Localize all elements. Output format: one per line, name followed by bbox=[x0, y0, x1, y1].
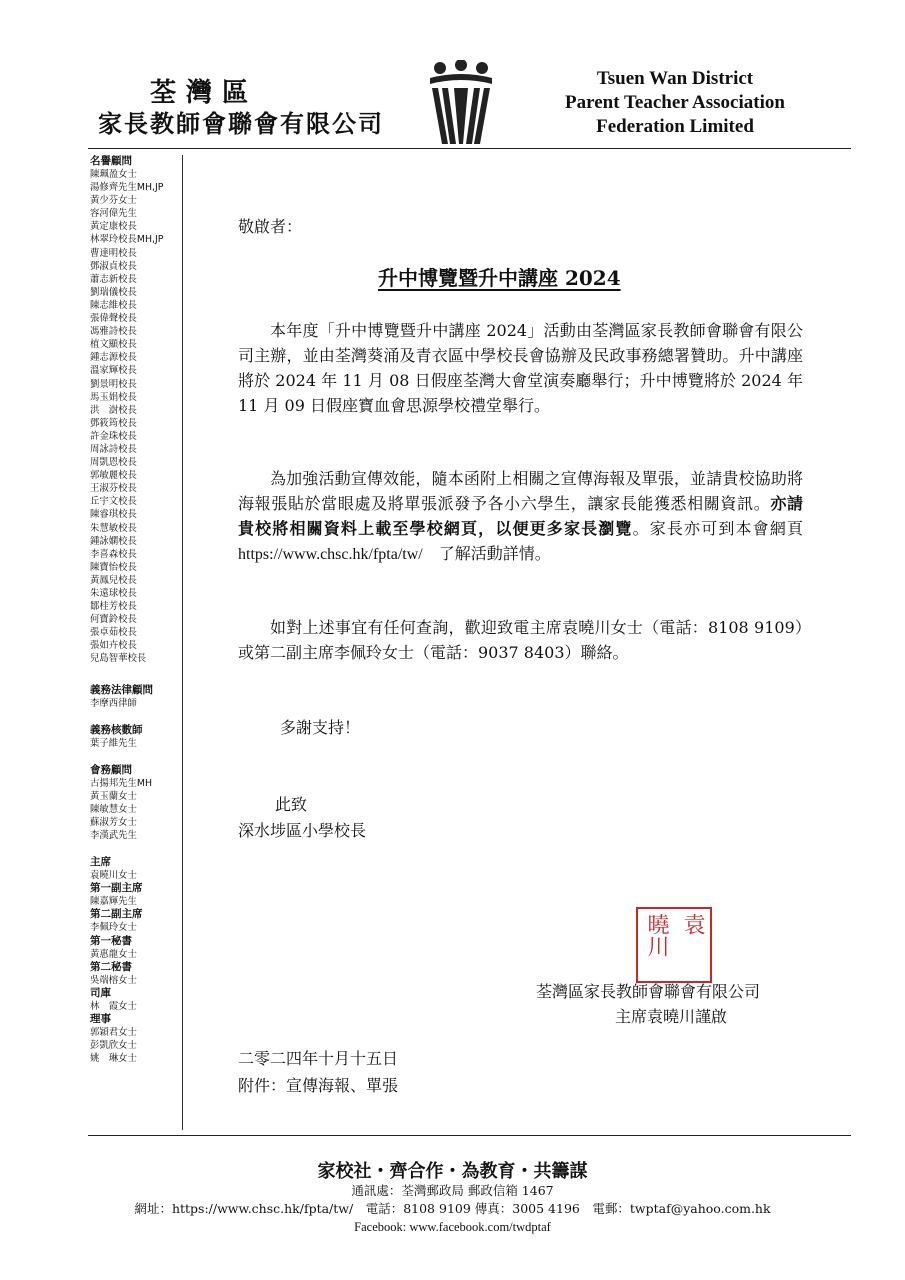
paragraph-publicity-request bbox=[238, 466, 819, 567]
affairs-advisor-name: 蘇淑芳女士 bbox=[90, 817, 137, 829]
footer-divider bbox=[88, 1135, 851, 1136]
honorary-advisor-name: 陳睿琪校長 bbox=[90, 509, 137, 521]
footer-address: 通訊處：荃灣郵政局 郵政信箱 1467 bbox=[351, 1183, 554, 1198]
secretary2-title: 第二秘書 bbox=[90, 960, 132, 973]
honorary-advisor-name: 洪 澍校長 bbox=[90, 404, 137, 416]
honorary-advisor-name: 林翠玲校長MH,JP bbox=[90, 234, 164, 246]
org-name-chinese-line1: 荃灣區 bbox=[150, 78, 259, 108]
honorary-advisor-name: 朱遠球校長 bbox=[90, 588, 137, 599]
honorary-advisor-name: 黃少芬女士 bbox=[90, 195, 137, 207]
vice-chair2-title: 第二副主席 bbox=[90, 908, 143, 921]
vice-chair1-name: 陳嘉輝先生 bbox=[90, 896, 137, 908]
honorary-advisor-name: 容河偉先生 bbox=[90, 208, 137, 220]
honorary-advisor-name: 蕭志新校長 bbox=[90, 273, 137, 285]
honorary-advisors-list bbox=[90, 168, 182, 666]
affairs-advisor-name: 古揚邦先生MH bbox=[90, 777, 153, 789]
honorary-advisor-name: 劉景明校長 bbox=[90, 378, 137, 390]
affairs-advisors-list bbox=[90, 777, 182, 842]
honorary-advisor-name: 劉瑞儀校長 bbox=[90, 286, 137, 298]
honorary-advisor-name: 許金珠校長 bbox=[90, 430, 137, 442]
seal-text-col2: 袁 bbox=[680, 913, 705, 935]
honorary-advisor-name: 鄒桂芳校長 bbox=[90, 601, 137, 613]
honorary-advisor-name: 王淑芬校長 bbox=[90, 483, 137, 495]
honorary-advisor-name: 張卓茹校長 bbox=[90, 627, 137, 639]
honorary-advisor-name: 黃鳳兒校長 bbox=[90, 574, 137, 586]
honorary-advisor-name: 李喜森校長 bbox=[90, 548, 137, 560]
affairs-advisor-name: 黃玉蘭女士 bbox=[90, 790, 137, 802]
chairperson-seal-stamp bbox=[636, 907, 712, 983]
para2-emphasis: 亦請 貴校將相關資料上載至學校網頁，以便更多家長瀏覽 bbox=[238, 494, 819, 538]
honorary-advisor-name: 陳志維校長 bbox=[90, 299, 137, 311]
paragraph-event-intro: 本年度「升中博覽暨升中講座 2024」活動由荃灣區家長教師會聯會有限公司主辦，並由荃灣葵涌及青衣區中學校長會協辦及民政事務總署贊助。升中講座將於 2024 年 11 月 08 日假座荃灣大會堂演奏廳舉行；升中博覽將於 2024 年 11 月 09 日假座寶血會思源學校禮堂舉行。 bbox=[238, 321, 803, 415]
seal-text-col1: 曉川 bbox=[644, 913, 669, 957]
footer-facebook[interactable]: Facebook: www.facebook.com/twdptaf bbox=[354, 1220, 551, 1234]
treasurer-name: 林 霞女士 bbox=[90, 1000, 137, 1012]
secretary1-title: 第一秘書 bbox=[90, 934, 132, 947]
vice-chair1-title: 第一副主席 bbox=[90, 882, 143, 895]
honorary-advisor-name: 丘宇文校長 bbox=[90, 496, 137, 508]
honorary-advisor-name: 馬玉娟校長 bbox=[90, 391, 137, 403]
auditor-name: 葉子維先生 bbox=[90, 737, 137, 749]
honorary-advisor-name: 陳寶怡校長 bbox=[90, 561, 137, 573]
affairs-advisor-name: 李漢武先生 bbox=[90, 830, 137, 842]
honorary-advisors-title: 名譽顧問 bbox=[90, 155, 132, 167]
honorary-advisor-name: 何寶鈴校長 bbox=[90, 614, 137, 626]
letter-date: 二零二四年十月十五日 bbox=[238, 1049, 399, 1068]
header-divider bbox=[88, 148, 851, 149]
org-name-english-line3: Federation Limited bbox=[596, 116, 754, 137]
honorary-advisor-name: 鄧筱筠校長 bbox=[90, 417, 137, 429]
secretary2-name: 吳端榕女士 bbox=[90, 974, 137, 986]
paragraph-enquiry: 如對上述事宜有任何查詢，歡迎致電主席袁曉川女士（電話：8108 9109）或第二副主席李佩玲女士（電話：9037 8403）聯絡。 bbox=[238, 618, 803, 662]
org-name-english-line1: Tsuen Wan District bbox=[596, 68, 754, 89]
honorary-advisor-name: 曹達明校長 bbox=[90, 247, 137, 259]
para2-text-a: 為加強活動宣傳效能，隨本函附上相關之宣傳海報及單張，並請貴校協助將海報張貼於當眼處及將單張派發予各小六學生，讓家長能獲悉相關資訊。 bbox=[238, 469, 803, 513]
auditor-title: 義務核數師 bbox=[90, 723, 143, 736]
director-name: 彭凱欣女士 bbox=[90, 1039, 137, 1051]
para2-text-d: 了解活動詳情。 bbox=[422, 544, 551, 563]
director-name: 郭穎君女士 bbox=[90, 1026, 137, 1038]
org-name-chinese-line2: 家長教師會聯會有限公司 bbox=[98, 109, 384, 138]
committee-sidebar bbox=[90, 155, 183, 1130]
treasurer-title: 司庫 bbox=[90, 986, 111, 999]
honorary-advisor-name: 鍾詠嫻校長 bbox=[90, 535, 137, 547]
honorary-advisor-name: 兒島智華校長 bbox=[90, 653, 147, 665]
directors-list bbox=[90, 1026, 182, 1065]
recipient: 深水埗區小學校長 bbox=[238, 821, 367, 840]
honorary-advisor-name: 馮雅詩校長 bbox=[90, 326, 137, 338]
honorary-advisor-name: 郭敏麗校長 bbox=[90, 470, 137, 482]
website-link[interactable]: https://www.chsc.hk/fpta/tw/ bbox=[238, 546, 423, 563]
honorary-advisor-name: 朱慧敏校長 bbox=[90, 522, 137, 534]
honorary-advisor-name: 張偉聲校長 bbox=[90, 313, 137, 325]
letter-subject: 升中博覽暨升中講座 2024 bbox=[378, 266, 621, 290]
vice-chair2-name: 李佩玲女士 bbox=[90, 922, 137, 934]
honorary-advisor-name: 鄧淑貞校長 bbox=[90, 260, 137, 272]
signature-person: 主席袁曉川謹啟 bbox=[615, 1007, 728, 1026]
legal-advisor-name: 李摩西律師 bbox=[90, 697, 137, 709]
honorary-advisor-name: 周詠詩校長 bbox=[90, 443, 137, 455]
honorary-advisor-name: 鍾志源校長 bbox=[90, 352, 137, 364]
closing-text: 此致 bbox=[275, 795, 308, 814]
salutation: 敬啟者： bbox=[238, 217, 303, 236]
secretary1-name: 黃惠龍女士 bbox=[90, 948, 137, 960]
signature-organization: 荃灣區家長教師會聯會有限公司 bbox=[536, 982, 761, 1001]
legal-advisor-title: 義務法律顧問 bbox=[90, 683, 153, 696]
federation-logo-icon bbox=[428, 60, 494, 146]
honorary-advisor-name: 植文顯校長 bbox=[90, 339, 137, 351]
honorary-advisor-name: 周凱恩校長 bbox=[90, 457, 137, 469]
affairs-advisors-title: 會務顧問 bbox=[90, 763, 132, 776]
honorary-advisor-name: 溫家輝校長 bbox=[90, 365, 137, 377]
honorary-advisor-name: 黃定康校長 bbox=[90, 221, 137, 233]
attachment-note: 附件：宣傳海報、單張 bbox=[238, 1076, 399, 1095]
chair-name: 袁曉川女士 bbox=[90, 870, 137, 882]
footer-motto: 家校社・齊合作・為教育・共籌謀 bbox=[317, 1161, 588, 1182]
org-name-english-line2: Parent Teacher Association bbox=[565, 92, 785, 113]
footer-contact: 網址：https://www.chsc.hk/fpta/tw/ 電話：8108 9109 傳真：3005 4196 電郵：twptaf@yahoo.com.hk bbox=[134, 1201, 771, 1216]
chair-title: 主席 bbox=[90, 856, 111, 869]
affairs-advisor-name: 陳敏慧女士 bbox=[90, 803, 137, 815]
honorary-advisor-name: 湯修齊先生MH,JP bbox=[90, 182, 164, 194]
thanks-text: 多謝支持！ bbox=[280, 718, 361, 737]
honorary-advisor-name: 陳珮盈女士 bbox=[90, 169, 137, 180]
directors-title: 理事 bbox=[90, 1012, 111, 1025]
honorary-advisor-name: 張如卉校長 bbox=[90, 640, 137, 652]
director-name: 姚 琳女士 bbox=[90, 1052, 137, 1064]
para2-text-c: 。家長亦可到本會網頁 bbox=[632, 519, 803, 538]
